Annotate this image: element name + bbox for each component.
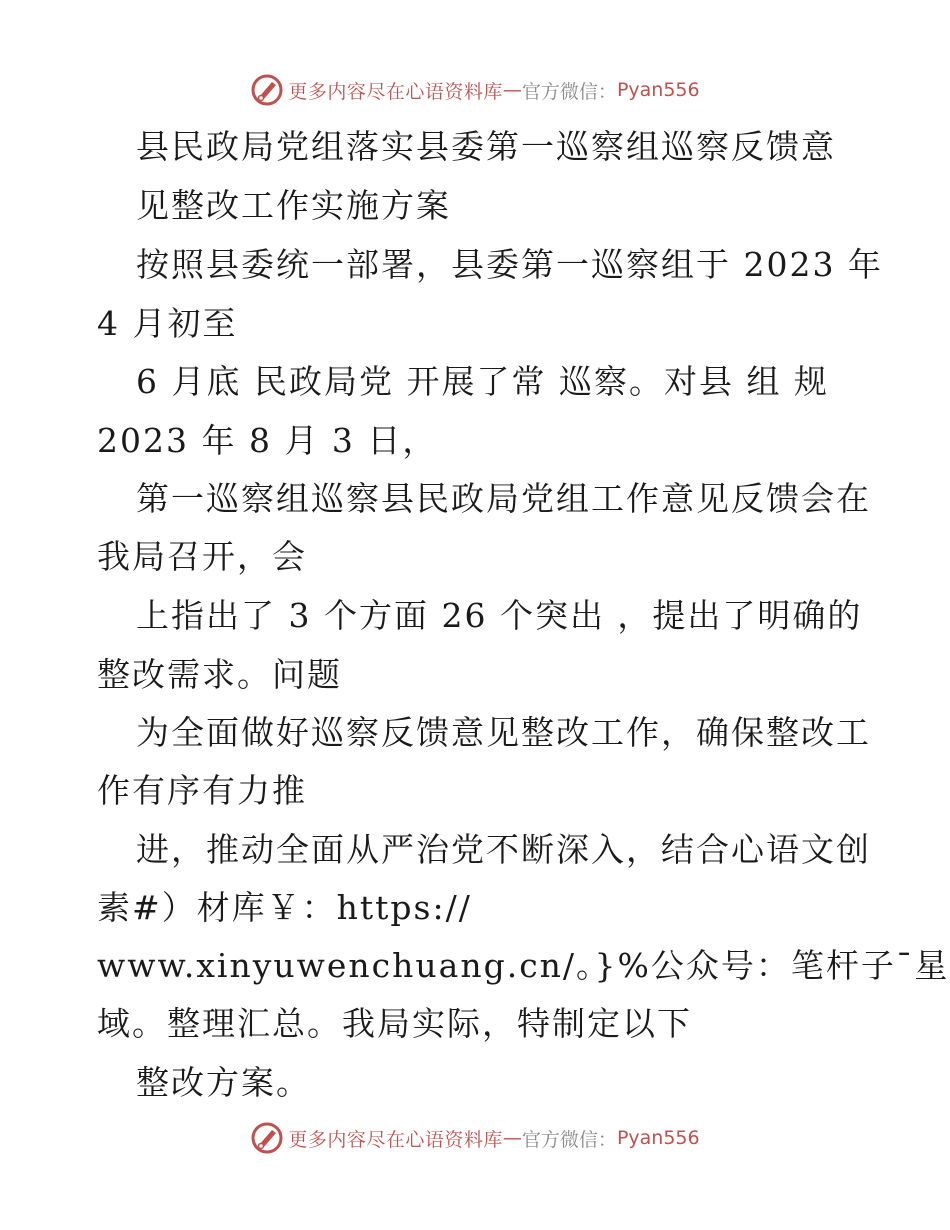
paragraph-line: 我局召开，会: [97, 537, 307, 576]
document-title-line-2: 见整改工作实施方案: [136, 186, 451, 225]
pen-circle-logo-icon: [250, 1121, 284, 1155]
paragraph-line: 上指出了 3 个方面 26 个突出 ，提出了明确的: [136, 596, 863, 635]
paragraph-line: 素#）材库￥：https://: [97, 888, 472, 927]
banner-separator: —: [502, 79, 522, 101]
paragraph-line: 域。整理汇总。我局实际，特制定以下: [97, 1004, 692, 1043]
pen-circle-logo-icon: [250, 73, 284, 107]
footer-watermark-banner: [0, 1118, 950, 1158]
paragraph-line: 2023 年 8 月 3 日，: [97, 421, 438, 460]
header-watermark-banner: [0, 70, 950, 110]
paragraph-line: 6 月底 民政局党 开展了常 巡察。对县 组 规: [136, 362, 829, 401]
banner-separator: —: [502, 1127, 522, 1149]
brand-text: 更多内容尽在心语资料库: [288, 80, 503, 103]
paragraph-line: 进，推动全面从严治党不断深入，结合心语文创: [136, 830, 871, 869]
wechat-label: 官方微信：: [521, 1128, 617, 1151]
paragraph-line: 为全面做好巡察反馈意见整改工作，确保整改工: [136, 713, 871, 752]
paragraph-line: 按照县委统一部署，县委第一巡察组于 2023 年: [136, 245, 883, 284]
document-title-line-1: 县民政局党组落实县委第一巡察组巡察反馈意: [136, 127, 836, 166]
brand-text: 更多内容尽在心语资料库: [288, 1128, 503, 1151]
paragraph-line: 整改方案。: [136, 1063, 311, 1102]
paragraph-line: www.xinyuwenchuang.cn/。}%公众号：笔杆子¯星: [97, 946, 950, 985]
wechat-id: Pyan556: [616, 79, 700, 101]
wechat-label: 官方微信：: [521, 80, 617, 103]
wechat-id: Pyan556: [616, 1127, 700, 1149]
paragraph-line: 4 月初至: [97, 304, 238, 343]
paragraph-line: 整改需求。问题: [97, 655, 342, 694]
paragraph-line: 作有序有力推: [97, 771, 307, 810]
paragraph-line: 第一巡察组巡察县民政局党组工作意见反馈会在: [136, 479, 871, 518]
